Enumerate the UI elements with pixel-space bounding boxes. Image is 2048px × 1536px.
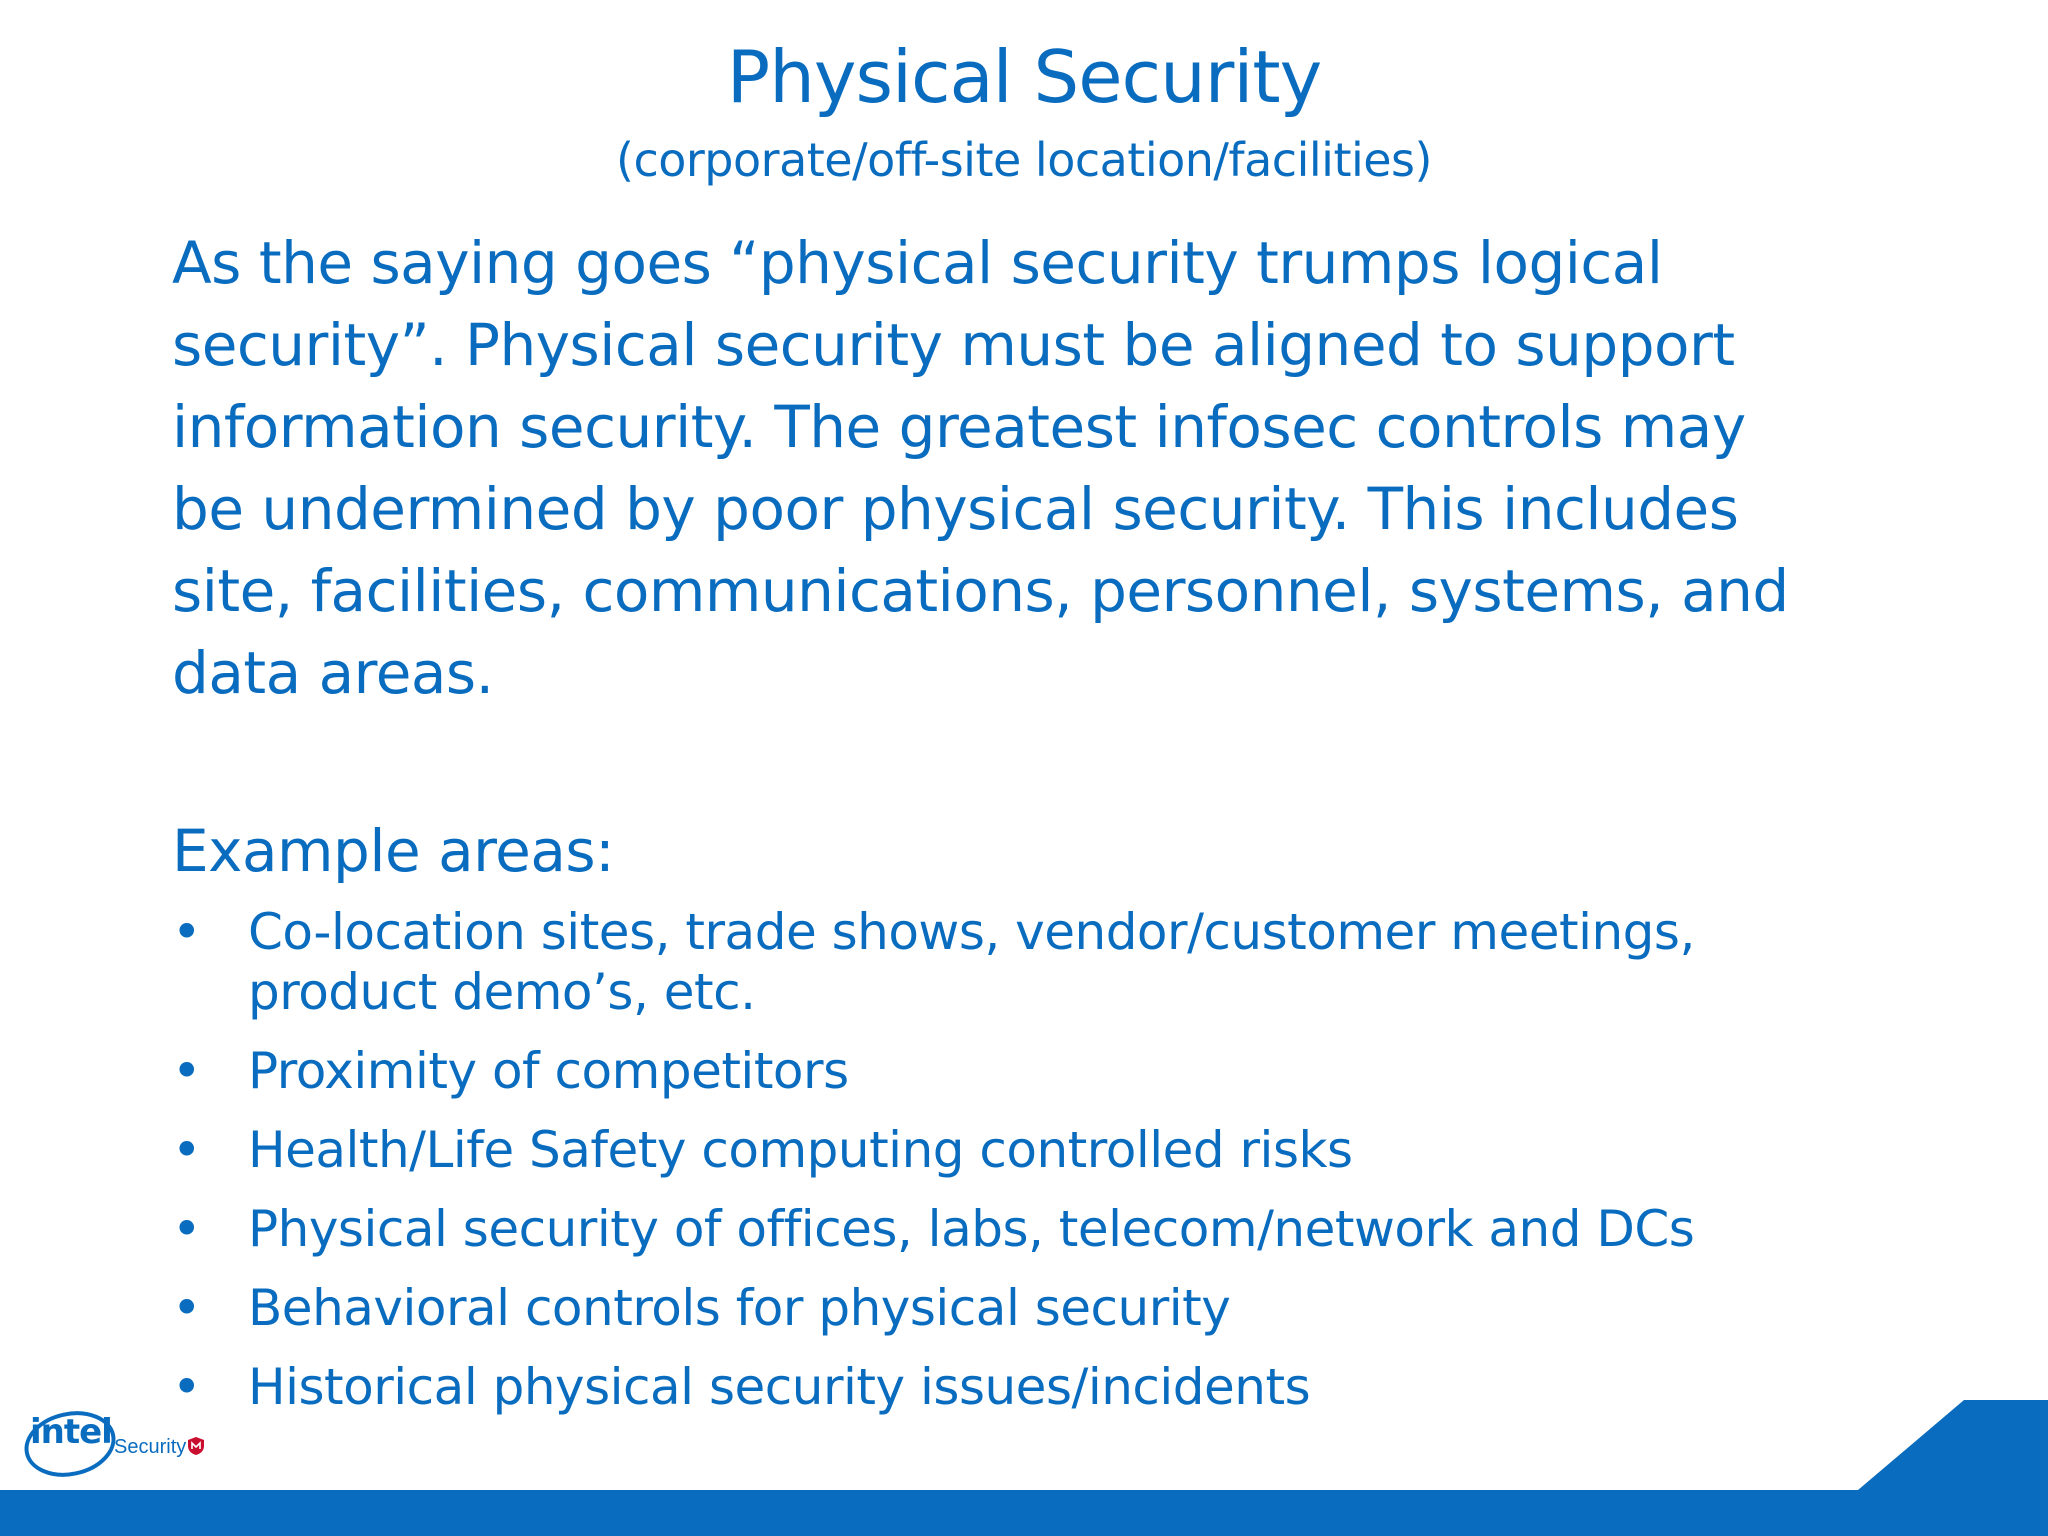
list-item — [172, 1041, 1872, 1101]
intro-line: be undermined by poor physical security. This includes — [172, 475, 1739, 543]
list-item — [172, 1199, 1872, 1259]
intel-security-logo — [22, 1404, 222, 1484]
list-item — [172, 902, 1872, 1022]
bullet-icon: • — [172, 1042, 201, 1100]
intro-paragraph — [172, 222, 1912, 714]
examples-heading: Example areas: — [172, 817, 615, 885]
intro-line: As the saying goes “physical security trumps logical — [172, 229, 1663, 297]
slide-subtitle: (corporate/off-site location/facilities) — [616, 133, 1432, 187]
logo-product-text: Security — [114, 1436, 187, 1458]
logo-brand-text: intel — [30, 1412, 112, 1452]
list-item-text: Proximity of competitors — [248, 1042, 849, 1100]
intro-line: data areas. — [172, 639, 494, 707]
list-item — [172, 1278, 1872, 1338]
list-item-text: product demo’s, etc. — [248, 963, 756, 1021]
bullet-icon: • — [172, 1200, 201, 1258]
footer-wedge-shape — [1858, 1400, 2048, 1536]
list-item-text: Co-location sites, trade shows, vendor/customer meetings, — [248, 903, 1695, 961]
bullet-icon: • — [172, 1121, 201, 1179]
intro-line: information security. The greatest infosec controls may — [172, 393, 1746, 461]
footer-bar — [0, 1490, 2048, 1536]
mcafee-shield-icon — [188, 1437, 204, 1455]
list-item — [172, 1357, 1872, 1417]
list-item-text: Health/Life Safety computing controlled risks — [248, 1121, 1353, 1179]
list-item-text: Behavioral controls for physical security — [248, 1279, 1231, 1337]
examples-list — [172, 902, 1872, 1436]
slide-title: Physical Security — [726, 35, 1322, 119]
list-item-text: Physical security of offices, labs, telecom/network and DCs — [248, 1200, 1695, 1258]
bullet-icon: • — [172, 903, 201, 961]
bullet-icon: • — [172, 1279, 201, 1337]
intro-line: security”. Physical security must be aligned to support — [172, 311, 1735, 379]
list-item-text: Historical physical security issues/incidents — [248, 1358, 1311, 1416]
intro-line: site, facilities, communications, personnel, systems, and — [172, 557, 1789, 625]
bullet-icon: • — [172, 1358, 201, 1416]
list-item — [172, 1120, 1872, 1180]
